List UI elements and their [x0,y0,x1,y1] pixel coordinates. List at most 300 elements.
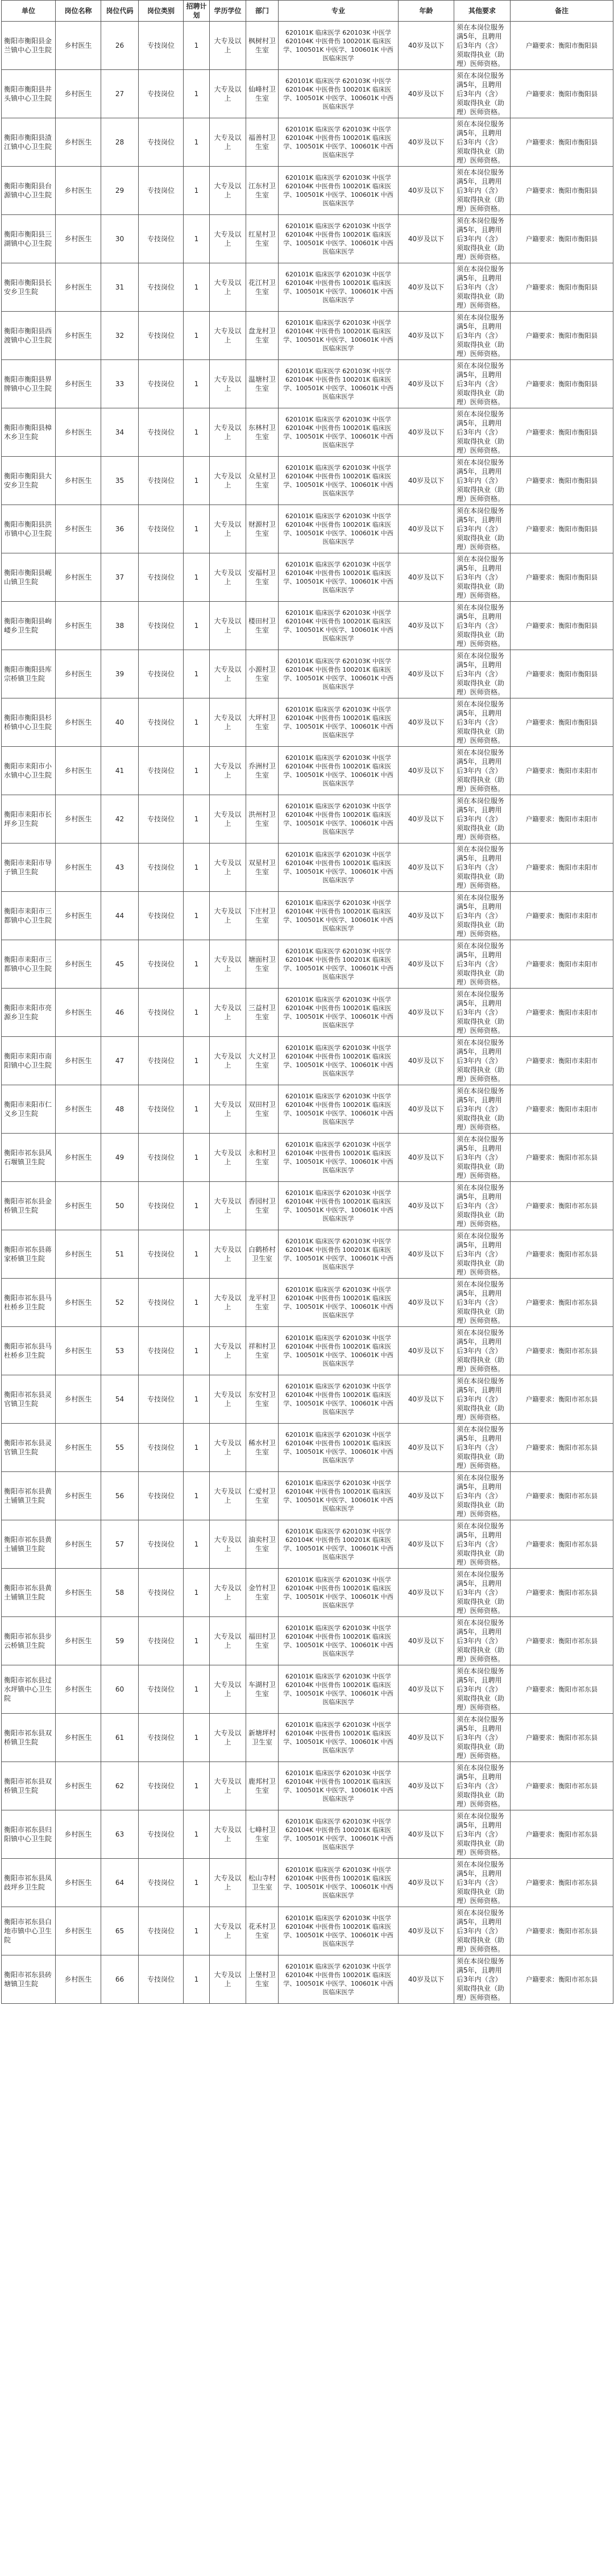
cell-education: 大专及以上 [210,1472,246,1520]
cell-post-code: 50 [101,1182,139,1230]
cell-unit: 衡阳市耒阳市三都镇中心卫生院 [2,940,56,989]
cell-plan: 1 [184,22,210,70]
cell-post-code: 61 [101,1714,139,1762]
cell-education: 大专及以上 [210,118,246,167]
cell-department: 仙峰村卫生室 [246,70,279,118]
cell-unit: 衡阳市衡阳县金兰镇中心卫生院 [2,22,56,70]
cell-category: 专技岗位 [139,553,184,602]
cell-department: 洪州村卫生室 [246,795,279,843]
cell-category: 专技岗位 [139,215,184,263]
cell-major: 620101K 临床医学 620103K 中医学 620104K 中医骨伤 100201K 临床医学、100501K 中医学、100601K 中西医临床医学 [279,215,399,263]
table-row [2,1907,613,1955]
cell-plan: 1 [184,1810,210,1859]
cell-category: 专技岗位 [139,1520,184,1569]
table-row [2,1279,613,1327]
cell-post-code: 46 [101,989,139,1037]
cell-other: 须在本岗位服务满5年，且聘用后3年内（含）须取得执业（助理）医师资格。 [454,215,511,263]
cell-department: 楼田村卫生室 [246,602,279,650]
cell-note: 户籍要求：衡阳市祁东县 [511,1134,613,1182]
cell-post-code: 54 [101,1375,139,1424]
cell-plan: 1 [184,70,210,118]
cell-age: 40岁及以下 [399,1907,454,1955]
cell-other: 须在本岗位服务满5年，且聘用后3年内（含）须取得执业（助理）医师资格。 [454,892,511,940]
cell-education: 大专及以上 [210,1375,246,1424]
cell-note: 户籍要求：衡阳市祁东县 [511,1617,613,1665]
cell-post-name: 乡村医生 [56,1617,101,1665]
cell-category: 专技岗位 [139,408,184,457]
cell-major: 620101K 临床医学 620103K 中医学 620104K 中医骨伤 100201K 临床医学、100501K 中医学、100601K 中西医临床医学 [279,457,399,505]
table-row [2,1714,613,1762]
table-row [2,892,613,940]
recruitment-table [1,0,613,2004]
cell-post-name: 乡村医生 [56,795,101,843]
cell-major: 620101K 临床医学 620103K 中医学 620104K 中医骨伤 100201K 临床医学、100501K 中医学、100601K 中西医临床医学 [279,1037,399,1085]
cell-other: 须在本岗位服务满5年，且聘用后3年内（含）须取得执业（助理）医师资格。 [454,167,511,215]
col-header-other: 其他要求 [454,1,511,22]
cell-major: 620101K 临床医学 620103K 中医学 620104K 中医骨伤 100201K 临床医学、100501K 中医学、100601K 中西医临床医学 [279,1424,399,1472]
cell-unit: 衡阳市衡阳县岣嵝乡卫生院 [2,602,56,650]
table-row [2,408,613,457]
cell-plan: 1 [184,1375,210,1424]
cell-age: 40岁及以下 [399,1037,454,1085]
cell-post-code: 30 [101,215,139,263]
cell-post-code: 49 [101,1134,139,1182]
cell-education: 大专及以上 [210,602,246,650]
cell-education: 大专及以上 [210,1424,246,1472]
table-row [2,1472,613,1520]
cell-plan: 1 [184,1230,210,1279]
table-row [2,698,613,747]
cell-age: 40岁及以下 [399,22,454,70]
cell-education: 大专及以上 [210,747,246,795]
cell-education: 大专及以上 [210,553,246,602]
cell-education: 大专及以上 [210,892,246,940]
cell-unit: 衡阳市祁东县白地市镇中心卫生院 [2,1907,56,1955]
cell-major: 620101K 临床医学 620103K 中医学 620104K 中医骨伤 100201K 临床医学、100501K 中医学、100601K 中西医临床医学 [279,263,399,312]
cell-category: 专技岗位 [139,70,184,118]
cell-department: 三益村卫生室 [246,989,279,1037]
cell-other: 须在本岗位服务满5年，且聘用后3年内（含）须取得执业（助理）医师资格。 [454,1714,511,1762]
cell-unit: 衡阳市衡阳县渣江镇中心卫生院 [2,118,56,167]
cell-age: 40岁及以下 [399,215,454,263]
cell-post-name: 乡村医生 [56,1520,101,1569]
cell-department: 大义村卫生室 [246,1037,279,1085]
cell-major: 620101K 临床医学 620103K 中医学 620104K 中医骨伤 100201K 临床医学、100501K 中医学、100601K 中西医临床医学 [279,118,399,167]
cell-unit: 衡阳市衡阳县杉桥镇中心卫生院 [2,698,56,747]
cell-category: 专技岗位 [139,1810,184,1859]
cell-post-code: 45 [101,940,139,989]
cell-post-name: 乡村医生 [56,698,101,747]
cell-category: 专技岗位 [139,1182,184,1230]
cell-unit: 衡阳市祁东县归阳镇中心卫生院 [2,1810,56,1859]
cell-department: 白鹤桥村卫生室 [246,1230,279,1279]
cell-post-code: 53 [101,1327,139,1375]
table-row [2,215,613,263]
cell-other: 须在本岗位服务满5年，且聘用后3年内（含）须取得执业（助理）医师资格。 [454,1520,511,1569]
cell-post-code: 59 [101,1617,139,1665]
cell-department: 温塘村卫生室 [246,360,279,408]
cell-note: 户籍要求：衡阳市衡阳县 [511,408,613,457]
cell-unit: 衡阳市耒阳市仁义乡卫生院 [2,1085,56,1134]
cell-plan: 1 [184,457,210,505]
cell-other: 须在本岗位服务满5年，且聘用后3年内（含）须取得执业（助理）医师资格。 [454,1617,511,1665]
table-row [2,1230,613,1279]
cell-category: 专技岗位 [139,1569,184,1617]
cell-department: 福善村卫生室 [246,118,279,167]
cell-post-name: 乡村医生 [56,1907,101,1955]
cell-post-name: 乡村医生 [56,1424,101,1472]
cell-category: 专技岗位 [139,1617,184,1665]
col-header-category: 岗位类别 [139,1,184,22]
cell-note: 户籍要求：衡阳市衡阳县 [511,70,613,118]
cell-post-name: 乡村医生 [56,167,101,215]
cell-post-code: 64 [101,1859,139,1907]
cell-department: 祥和村卫生室 [246,1327,279,1375]
cell-category: 专技岗位 [139,1762,184,1810]
col-header-unit: 单位 [2,1,56,22]
cell-other: 须在本岗位服务满5年，且聘用后3年内（含）须取得执业（助理）医师资格。 [454,263,511,312]
cell-post-code: 55 [101,1424,139,1472]
cell-plan: 1 [184,1037,210,1085]
col-header-department: 部门 [246,1,279,22]
cell-note: 户籍要求：衡阳市衡阳县 [511,698,613,747]
table-row [2,1424,613,1472]
cell-post-code: 28 [101,118,139,167]
cell-post-name: 乡村医生 [56,22,101,70]
cell-unit: 衡阳市祁东县马杜桥乡卫生院 [2,1327,56,1375]
cell-post-code: 63 [101,1810,139,1859]
cell-other: 须在本岗位服务满5年，且聘用后3年内（含）须取得执业（助理）医师资格。 [454,989,511,1037]
col-header-major: 专业 [279,1,399,22]
cell-category: 专技岗位 [139,892,184,940]
cell-plan: 1 [184,650,210,698]
cell-age: 40岁及以下 [399,1665,454,1714]
cell-major: 620101K 临床医学 620103K 中医学 620104K 中医骨伤 100201K 临床医学、100501K 中医学、100601K 中西医临床医学 [279,505,399,553]
cell-education: 大专及以上 [210,1810,246,1859]
table-row [2,1810,613,1859]
cell-plan: 1 [184,1327,210,1375]
cell-note: 户籍要求：衡阳市祁东县 [511,1859,613,1907]
cell-other: 须在本岗位服务满5年，且聘用后3年内（含）须取得执业（助理）医师资格。 [454,360,511,408]
cell-other: 须在本岗位服务满5年，且聘用后3年内（含）须取得执业（助理）医师资格。 [454,795,511,843]
cell-unit: 衡阳市祁东县灵官镇卫生院 [2,1375,56,1424]
cell-department: 新塘坪村卫生室 [246,1714,279,1762]
cell-post-code: 58 [101,1569,139,1617]
cell-age: 40岁及以下 [399,795,454,843]
table-row [2,795,613,843]
cell-major: 620101K 临床医学 620103K 中医学 620104K 中医骨伤 100201K 临床医学、100501K 中医学、100601K 中西医临床医学 [279,747,399,795]
cell-plan: 1 [184,1569,210,1617]
table-row [2,1037,613,1085]
cell-education: 大专及以上 [210,1134,246,1182]
cell-department: 塘面村卫生室 [246,940,279,989]
cell-unit: 衡阳市祁东县蒋家桥镇卫生院 [2,1230,56,1279]
col-header-education: 学历学位 [210,1,246,22]
table-row [2,1375,613,1424]
cell-unit: 衡阳市耒阳市亮源乡卫生院 [2,989,56,1037]
cell-plan: 1 [184,312,210,360]
cell-department: 松山寺村卫生室 [246,1859,279,1907]
cell-plan: 1 [184,1955,210,2004]
cell-unit: 衡阳市祁东县黄土铺镇卫生院 [2,1472,56,1520]
cell-plan: 1 [184,989,210,1037]
cell-other: 须在本岗位服务满5年，且聘用后3年内（含）须取得执业（助理）医师资格。 [454,1907,511,1955]
cell-age: 40岁及以下 [399,553,454,602]
cell-department: 永和村卫生室 [246,1134,279,1182]
cell-post-code: 57 [101,1520,139,1569]
cell-note: 户籍要求：衡阳市耒阳市 [511,747,613,795]
cell-other: 须在本岗位服务满5年，且聘用后3年内（含）须取得执业（助理）医师资格。 [454,747,511,795]
cell-department: 仁爱村卫生室 [246,1472,279,1520]
cell-post-name: 乡村医生 [56,360,101,408]
cell-plan: 1 [184,1617,210,1665]
cell-age: 40岁及以下 [399,360,454,408]
cell-category: 专技岗位 [139,1327,184,1375]
cell-post-code: 60 [101,1665,139,1714]
cell-category: 专技岗位 [139,505,184,553]
cell-age: 40岁及以下 [399,1472,454,1520]
cell-post-code: 65 [101,1907,139,1955]
cell-category: 专技岗位 [139,1424,184,1472]
cell-unit: 衡阳市衡阳县岘山镇卫生院 [2,553,56,602]
cell-unit: 衡阳市祁东县步云桥镇卫生院 [2,1617,56,1665]
cell-post-name: 乡村医生 [56,70,101,118]
cell-category: 专技岗位 [139,1859,184,1907]
cell-education: 大专及以上 [210,843,246,892]
cell-age: 40岁及以下 [399,1085,454,1134]
table-body [2,22,613,2004]
cell-note: 户籍要求：衡阳市衡阳县 [511,650,613,698]
cell-note: 户籍要求：衡阳市耒阳市 [511,892,613,940]
cell-post-name: 乡村医生 [56,408,101,457]
cell-other: 须在本岗位服务满5年，且聘用后3年内（含）须取得执业（助理）医师资格。 [454,602,511,650]
cell-post-name: 乡村医生 [56,843,101,892]
cell-age: 40岁及以下 [399,747,454,795]
cell-major: 620101K 临床医学 620103K 中医学 620104K 中医骨伤 100201K 临床医学、100501K 中医学、100601K 中西医临床医学 [279,602,399,650]
cell-education: 大专及以上 [210,1955,246,2004]
cell-major: 620101K 临床医学 620103K 中医学 620104K 中医骨伤 100201K 临床医学、100501K 中医学、100601K 中西医临床医学 [279,892,399,940]
cell-other: 须在本岗位服务满5年，且聘用后3年内（含）须取得执业（助理）医师资格。 [454,698,511,747]
cell-education: 大专及以上 [210,70,246,118]
cell-unit: 衡阳市祁东县黄土铺镇卫生院 [2,1520,56,1569]
table-row [2,1085,613,1134]
cell-department: 枫树村卫生室 [246,22,279,70]
col-header-plan: 招聘计划 [184,1,210,22]
cell-post-code: 66 [101,1955,139,2004]
cell-category: 专技岗位 [139,22,184,70]
cell-note: 户籍要求：衡阳市耒阳市 [511,843,613,892]
cell-note: 户籍要求：衡阳市衡阳县 [511,602,613,650]
cell-age: 40岁及以下 [399,843,454,892]
cell-major: 620101K 临床医学 620103K 中医学 620104K 中医骨伤 100201K 临床医学、100501K 中医学、100601K 中西医临床医学 [279,70,399,118]
cell-unit: 衡阳市祁东县双桥镇卫生院 [2,1762,56,1810]
cell-age: 40岁及以下 [399,118,454,167]
table-row [2,1665,613,1714]
cell-department: 乔洲村卫生室 [246,747,279,795]
cell-other: 须在本岗位服务满5年，且聘用后3年内（含）须取得执业（助理）医师资格。 [454,1424,511,1472]
cell-age: 40岁及以下 [399,698,454,747]
cell-note: 户籍要求：衡阳市祁东县 [511,1472,613,1520]
cell-category: 专技岗位 [139,1279,184,1327]
cell-other: 须在本岗位服务满5年，且聘用后3年内（含）须取得执业（助理）医师资格。 [454,1279,511,1327]
cell-unit: 衡阳市祁东县凤歧坪乡卫生院 [2,1859,56,1907]
cell-note: 户籍要求：衡阳市衡阳县 [511,312,613,360]
cell-age: 40岁及以下 [399,408,454,457]
cell-major: 620101K 临床医学 620103K 中医学 620104K 中医骨伤 100201K 临床医学、100501K 中医学、100601K 中西医临床医学 [279,1520,399,1569]
cell-other: 须在本岗位服务满5年，且聘用后3年内（含）须取得执业（助理）医师资格。 [454,457,511,505]
cell-major: 620101K 临床医学 620103K 中医学 620104K 中医骨伤 100201K 临床医学、100501K 中医学、100601K 中西医临床医学 [279,1955,399,2004]
cell-major: 620101K 临床医学 620103K 中医学 620104K 中医骨伤 100201K 临床医学、100501K 中医学、100601K 中西医临床医学 [279,553,399,602]
cell-note: 户籍要求：衡阳市祁东县 [511,1955,613,2004]
cell-age: 40岁及以下 [399,650,454,698]
cell-other: 须在本岗位服务满5年，且聘用后3年内（含）须取得执业（助理）医师资格。 [454,843,511,892]
cell-note: 户籍要求：衡阳市祁东县 [511,1569,613,1617]
cell-category: 专技岗位 [139,989,184,1037]
cell-other: 须在本岗位服务满5年，且聘用后3年内（含）须取得执业（助理）医师资格。 [454,1859,511,1907]
cell-other: 须在本岗位服务满5年，且聘用后3年内（含）须取得执业（助理）医师资格。 [454,22,511,70]
cell-post-name: 乡村医生 [56,118,101,167]
cell-department: 盘龙村卫生室 [246,312,279,360]
cell-plan: 1 [184,263,210,312]
cell-unit: 衡阳市耒阳市南阳镇中心卫生院 [2,1037,56,1085]
table-row [2,505,613,553]
table-row [2,1520,613,1569]
cell-age: 40岁及以下 [399,1617,454,1665]
cell-post-code: 44 [101,892,139,940]
table-row [2,312,613,360]
cell-major: 620101K 临床医学 620103K 中医学 620104K 中医骨伤 100201K 临床医学、100501K 中医学、100601K 中西医临床医学 [279,940,399,989]
cell-department: 花江村卫生室 [246,263,279,312]
table-row [2,118,613,167]
cell-post-code: 38 [101,602,139,650]
cell-unit: 衡阳市衡阳县库宗桥镇卫生院 [2,650,56,698]
cell-category: 专技岗位 [139,167,184,215]
cell-post-name: 乡村医生 [56,1665,101,1714]
table-row [2,650,613,698]
cell-education: 大专及以上 [210,505,246,553]
cell-note: 户籍要求：衡阳市衡阳县 [511,457,613,505]
cell-category: 专技岗位 [139,1134,184,1182]
table-row [2,457,613,505]
cell-category: 专技岗位 [139,1037,184,1085]
cell-department: 小源村卫生室 [246,650,279,698]
cell-note: 户籍要求：衡阳市祁东县 [511,1279,613,1327]
cell-other: 须在本岗位服务满5年，且聘用后3年内（含）须取得执业（助理）医师资格。 [454,1085,511,1134]
table-row [2,1955,613,2004]
cell-post-code: 35 [101,457,139,505]
header-row [2,1,613,22]
cell-unit: 衡阳市耒阳市小水镇中心卫生院 [2,747,56,795]
cell-major: 620101K 临床医学 620103K 中医学 620104K 中医骨伤 100201K 临床医学、100501K 中医学、100601K 中西医临床医学 [279,1279,399,1327]
cell-post-name: 乡村医生 [56,1134,101,1182]
cell-note: 户籍要求：衡阳市祁东县 [511,1665,613,1714]
cell-plan: 1 [184,215,210,263]
cell-department: 花禾村卫生室 [246,1907,279,1955]
cell-education: 大专及以上 [210,1327,246,1375]
cell-category: 专技岗位 [139,457,184,505]
cell-major: 620101K 临床医学 620103K 中医学 620104K 中医骨伤 100201K 临床医学、100501K 中医学、100601K 中西医临床医学 [279,1134,399,1182]
cell-major: 620101K 临床医学 620103K 中医学 620104K 中医骨伤 100201K 临床医学、100501K 中医学、100601K 中西医临床医学 [279,1182,399,1230]
cell-education: 大专及以上 [210,1907,246,1955]
cell-department: 福田村卫生室 [246,1617,279,1665]
cell-post-name: 乡村医生 [56,1714,101,1762]
cell-other: 须在本岗位服务满5年，且聘用后3年内（含）须取得执业（助理）医师资格。 [454,1230,511,1279]
table-row [2,263,613,312]
cell-education: 大专及以上 [210,650,246,698]
cell-department: 鹿邦村卫生室 [246,1762,279,1810]
cell-major: 620101K 临床医学 620103K 中医学 620104K 中医骨伤 100201K 临床医学、100501K 中医学、100601K 中西医临床医学 [279,167,399,215]
cell-other: 须在本岗位服务满5年，且聘用后3年内（含）须取得执业（助理）医师资格。 [454,553,511,602]
cell-plan: 1 [184,795,210,843]
cell-age: 40岁及以下 [399,1279,454,1327]
cell-department: 下庄村卫生室 [246,892,279,940]
cell-education: 大专及以上 [210,1617,246,1665]
cell-plan: 1 [184,408,210,457]
col-header-post-name: 岗位名称 [56,1,101,22]
cell-post-code: 48 [101,1085,139,1134]
cell-age: 40岁及以下 [399,989,454,1037]
cell-post-name: 乡村医生 [56,312,101,360]
cell-education: 大专及以上 [210,457,246,505]
cell-education: 大专及以上 [210,1714,246,1762]
cell-post-name: 乡村医生 [56,215,101,263]
cell-age: 40岁及以下 [399,1134,454,1182]
cell-unit: 衡阳市衡阳县西渡镇中心卫生院 [2,312,56,360]
cell-post-name: 乡村医生 [56,1762,101,1810]
cell-post-code: 56 [101,1472,139,1520]
cell-category: 专技岗位 [139,602,184,650]
cell-post-name: 乡村医生 [56,1279,101,1327]
cell-unit: 衡阳市衡阳县三湖镇中心卫生院 [2,215,56,263]
cell-other: 须在本岗位服务满5年，且聘用后3年内（含）须取得执业（助理）医师资格。 [454,118,511,167]
cell-other: 须在本岗位服务满5年，且聘用后3年内（含）须取得执业（助理）医师资格。 [454,1762,511,1810]
cell-post-name: 乡村医生 [56,505,101,553]
cell-department: 众星村卫生室 [246,457,279,505]
cell-plan: 1 [184,1085,210,1134]
cell-post-name: 乡村医生 [56,263,101,312]
cell-note: 户籍要求：衡阳市耒阳市 [511,795,613,843]
cell-note: 户籍要求：衡阳市衡阳县 [511,505,613,553]
cell-plan: 1 [184,1859,210,1907]
cell-department: 东安村卫生室 [246,1375,279,1424]
cell-major: 620101K 临床医学 620103K 中医学 620104K 中医骨伤 100201K 临床医学、100501K 中医学、100601K 中西医临床医学 [279,1085,399,1134]
cell-major: 620101K 临床医学 620103K 中医学 620104K 中医骨伤 100201K 临床医学、100501K 中医学、100601K 中西医临床医学 [279,1907,399,1955]
cell-unit: 衡阳市祁东县风石堰镇卫生院 [2,1134,56,1182]
table-row [2,1617,613,1665]
cell-plan: 1 [184,698,210,747]
cell-age: 40岁及以下 [399,602,454,650]
cell-note: 户籍要求：衡阳市耒阳市 [511,940,613,989]
cell-other: 须在本岗位服务满5年，且聘用后3年内（含）须取得执业（助理）医师资格。 [454,650,511,698]
cell-education: 大专及以上 [210,215,246,263]
cell-department: 龙平村卫生室 [246,1279,279,1327]
cell-department: 香园村卫生室 [246,1182,279,1230]
cell-department: 七峰村卫生室 [246,1810,279,1859]
table-row [2,1569,613,1617]
cell-post-code: 36 [101,505,139,553]
cell-major: 620101K 临床医学 620103K 中医学 620104K 中医骨伤 100201K 临床医学、100501K 中医学、100601K 中西医临床医学 [279,1810,399,1859]
cell-post-code: 26 [101,22,139,70]
cell-other: 须在本岗位服务满5年，且聘用后3年内（含）须取得执业（助理）医师资格。 [454,1327,511,1375]
cell-post-name: 乡村医生 [56,602,101,650]
cell-post-name: 乡村医生 [56,989,101,1037]
cell-unit: 衡阳市衡阳县长安乡卫生院 [2,263,56,312]
cell-plan: 1 [184,118,210,167]
cell-post-code: 32 [101,312,139,360]
cell-department: 双星村卫生室 [246,843,279,892]
cell-major: 620101K 临床医学 620103K 中医学 620104K 中医骨伤 100201K 临床医学、100501K 中医学、100601K 中西医临床医学 [279,795,399,843]
cell-unit: 衡阳市祁东县灵官镇卫生院 [2,1424,56,1472]
